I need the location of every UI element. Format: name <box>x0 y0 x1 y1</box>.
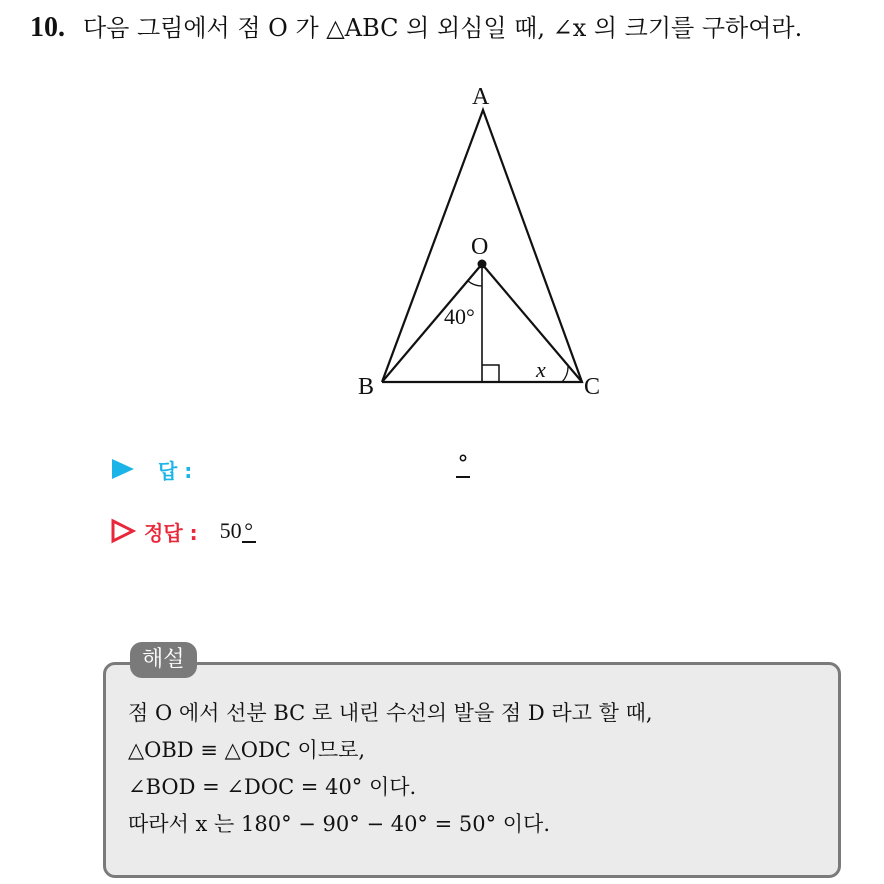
solution-line-2: △OBD ≡ △ODC 이므로, <box>128 738 366 762</box>
triangle-diagram <box>340 78 630 418</box>
solution-box <box>103 662 841 878</box>
label-b: B <box>358 374 375 400</box>
right-angle-mark <box>482 365 499 382</box>
correct-answer-value <box>220 518 256 544</box>
correct-answer-number: 50 <box>219 518 242 543</box>
angle-x-arc <box>562 366 568 382</box>
solution-line-1: 점 O 에서 선분 BC 로 내린 수선의 발을 점 D 라고 할 때, <box>128 701 653 725</box>
answer-row <box>110 452 469 484</box>
solution-tag: 해설 <box>130 642 197 678</box>
play-arrow-icon <box>110 457 136 481</box>
outline-arrow-icon <box>110 518 136 544</box>
angle-x-label: x <box>536 357 546 382</box>
correct-answer-label: 정답 : <box>144 520 198 545</box>
answer-label: 답 : <box>158 458 193 483</box>
angle-40-label: 40° <box>444 304 475 329</box>
solution-line-3: ∠BOD = ∠DOC = 40° 이다. <box>128 775 417 799</box>
point-o-dot <box>478 260 487 269</box>
triangle-figure <box>340 78 630 418</box>
correct-answer-row <box>110 516 256 546</box>
solution-line-4: 따라서 x 는 180° − 90° − 40° = 50° 이다. <box>128 812 551 836</box>
correct-answer-unit: ° <box>242 521 256 543</box>
label-o: O <box>471 234 489 260</box>
question <box>30 10 870 46</box>
question-number: 10. <box>30 12 65 43</box>
label-c: C <box>584 374 601 400</box>
answer-blank-unit: ° <box>457 452 469 477</box>
angle-40-arc <box>468 281 482 286</box>
label-a: A <box>472 84 490 110</box>
question-text: 다음 그림에서 점 O 가 △ABC 의 외심일 때, ∠x 의 크기를 구하여라. <box>83 14 803 42</box>
